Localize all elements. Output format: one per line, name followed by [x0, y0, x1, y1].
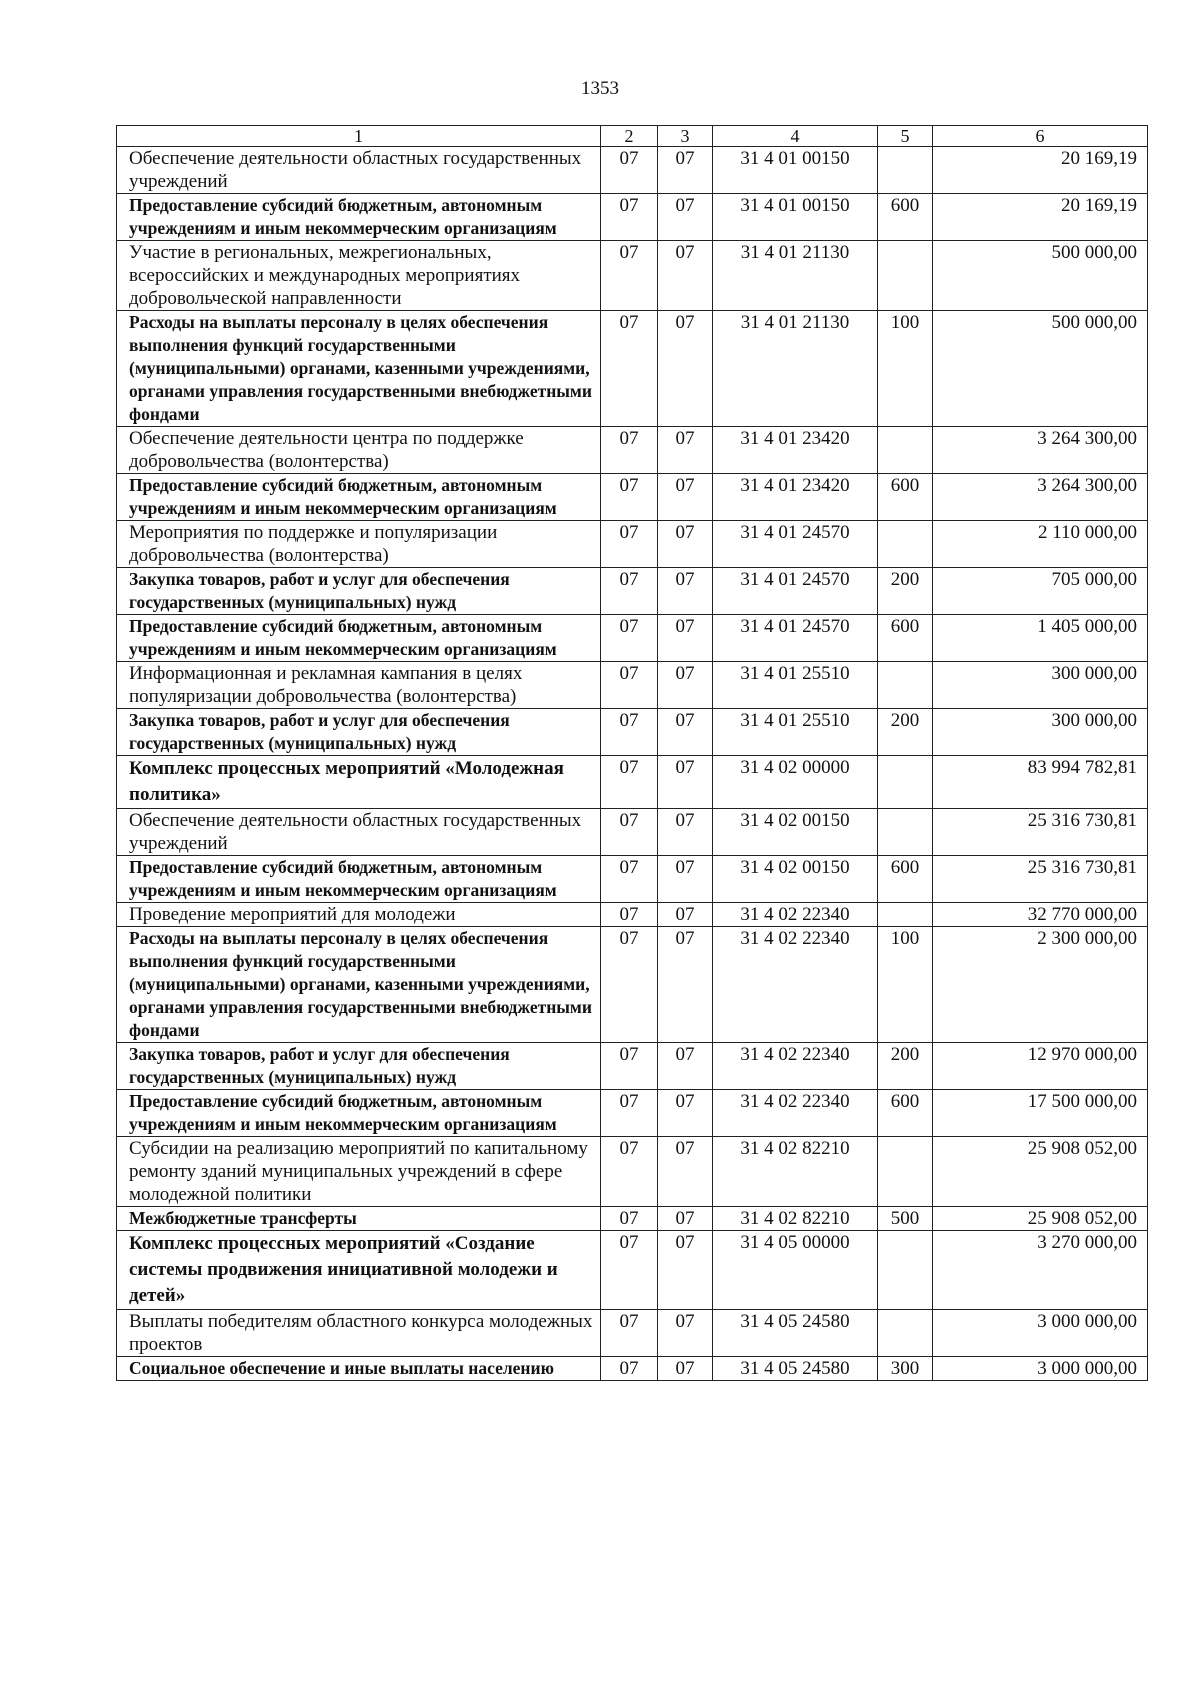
- section-cell: 07: [601, 1357, 658, 1381]
- table-row: [117, 1357, 1148, 1381]
- header-cell: 5: [878, 126, 933, 147]
- table-row: [117, 1310, 1148, 1357]
- amount-cell: 3 000 000,00: [933, 1310, 1148, 1357]
- row-name-cell: Межбюджетные трансферты: [117, 1207, 601, 1231]
- table-row: [117, 662, 1148, 709]
- table-row: [117, 427, 1148, 474]
- row-name-cell: Обеспечение деятельности центра по поддержке добровольчества (волонтерства): [117, 427, 601, 474]
- amount-cell: 3 270 000,00: [933, 1231, 1148, 1310]
- table-row: [117, 1231, 1148, 1310]
- table-row: [117, 194, 1148, 241]
- table-row: [117, 856, 1148, 903]
- expense-type-cell: [878, 521, 933, 568]
- section-cell: 07: [601, 856, 658, 903]
- target-code-cell: 31 4 02 22340: [713, 927, 878, 1043]
- target-code-cell: 31 4 01 25510: [713, 709, 878, 756]
- table-row: [117, 1207, 1148, 1231]
- row-name-cell: Комплекс процессных мероприятий «Создание системы продвижения инициативной молодежи и детей»: [117, 1231, 601, 1310]
- header-cell: 2: [601, 126, 658, 147]
- section-cell: 07: [601, 1231, 658, 1310]
- amount-cell: 1 405 000,00: [933, 615, 1148, 662]
- expense-type-cell: [878, 1137, 933, 1207]
- table-row: [117, 1043, 1148, 1090]
- expense-type-cell: [878, 809, 933, 856]
- row-name-cell: Предоставление субсидий бюджетным, автономным учреждениям и иным некоммерческим организациям: [117, 856, 601, 903]
- header-cell: 6: [933, 126, 1148, 147]
- expense-type-cell: [878, 427, 933, 474]
- table-row: [117, 474, 1148, 521]
- row-name-cell: Закупка товаров, работ и услуг для обеспечения государственных (муниципальных) нужд: [117, 709, 601, 756]
- section-cell: 07: [601, 756, 658, 809]
- table-row: [117, 927, 1148, 1043]
- section-cell: 07: [601, 568, 658, 615]
- subsection-cell: 07: [658, 1231, 713, 1310]
- header-cell: 4: [713, 126, 878, 147]
- subsection-cell: 07: [658, 903, 713, 927]
- amount-cell: 705 000,00: [933, 568, 1148, 615]
- row-name-cell: Обеспечение деятельности областных государственных учреждений: [117, 147, 601, 194]
- expense-type-cell: [878, 903, 933, 927]
- section-cell: 07: [601, 1043, 658, 1090]
- subsection-cell: 07: [658, 521, 713, 568]
- expense-type-cell: 200: [878, 709, 933, 756]
- expense-type-cell: [878, 1231, 933, 1310]
- subsection-cell: 07: [658, 1310, 713, 1357]
- section-cell: 07: [601, 311, 658, 427]
- table-row: [117, 756, 1148, 809]
- amount-cell: 3 264 300,00: [933, 427, 1148, 474]
- amount-cell: 3 264 300,00: [933, 474, 1148, 521]
- section-cell: 07: [601, 474, 658, 521]
- subsection-cell: 07: [658, 927, 713, 1043]
- subsection-cell: 07: [658, 427, 713, 474]
- section-cell: 07: [601, 521, 658, 568]
- row-name-cell: Социальное обеспечение и иные выплаты населению: [117, 1357, 601, 1381]
- expense-type-cell: 500: [878, 1207, 933, 1231]
- section-cell: 07: [601, 615, 658, 662]
- amount-cell: 25 316 730,81: [933, 856, 1148, 903]
- section-cell: 07: [601, 427, 658, 474]
- row-name-cell: Выплаты победителям областного конкурса молодежных проектов: [117, 1310, 601, 1357]
- subsection-cell: 07: [658, 147, 713, 194]
- subsection-cell: 07: [658, 615, 713, 662]
- amount-cell: 20 169,19: [933, 194, 1148, 241]
- amount-cell: 20 169,19: [933, 147, 1148, 194]
- target-code-cell: 31 4 02 00000: [713, 756, 878, 809]
- row-name-cell: Обеспечение деятельности областных государственных учреждений: [117, 809, 601, 856]
- amount-cell: 300 000,00: [933, 662, 1148, 709]
- target-code-cell: 31 4 02 22340: [713, 903, 878, 927]
- row-name-cell: Мероприятия по поддержке и популяризации добровольчества (волонтерства): [117, 521, 601, 568]
- expense-type-cell: [878, 147, 933, 194]
- amount-cell: 12 970 000,00: [933, 1043, 1148, 1090]
- target-code-cell: 31 4 01 21130: [713, 311, 878, 427]
- target-code-cell: 31 4 01 21130: [713, 241, 878, 311]
- row-name-cell: Закупка товаров, работ и услуг для обеспечения государственных (муниципальных) нужд: [117, 568, 601, 615]
- subsection-cell: 07: [658, 1090, 713, 1137]
- target-code-cell: 31 4 01 00150: [713, 147, 878, 194]
- target-code-cell: 31 4 01 00150: [713, 194, 878, 241]
- expense-type-cell: 600: [878, 474, 933, 521]
- amount-cell: 500 000,00: [933, 311, 1148, 427]
- subsection-cell: 07: [658, 311, 713, 427]
- subsection-cell: 07: [658, 662, 713, 709]
- row-name-cell: Информационная и рекламная кампания в целях популяризации добровольчества (волонтерства): [117, 662, 601, 709]
- subsection-cell: 07: [658, 241, 713, 311]
- budget-table: [116, 125, 1148, 1381]
- row-name-cell: Комплекс процессных мероприятий «Молодежная политика»: [117, 756, 601, 809]
- table-row: [117, 1090, 1148, 1137]
- section-cell: 07: [601, 809, 658, 856]
- target-code-cell: 31 4 05 00000: [713, 1231, 878, 1310]
- section-cell: 07: [601, 1137, 658, 1207]
- table-row: [117, 1137, 1148, 1207]
- expense-type-cell: 600: [878, 615, 933, 662]
- subsection-cell: 07: [658, 856, 713, 903]
- row-name-cell: Предоставление субсидий бюджетным, автономным учреждениям и иным некоммерческим организациям: [117, 194, 601, 241]
- subsection-cell: 07: [658, 809, 713, 856]
- target-code-cell: 31 4 02 22340: [713, 1090, 878, 1137]
- amount-cell: 2 300 000,00: [933, 927, 1148, 1043]
- subsection-cell: 07: [658, 756, 713, 809]
- table-row: [117, 709, 1148, 756]
- row-name-cell: Расходы на выплаты персоналу в целях обеспечения выполнения функций государственными (муниципальными) органами, казенными учреждениями, органами управления государственными внебюджетными фондами: [117, 927, 601, 1043]
- expense-type-cell: [878, 1310, 933, 1357]
- expense-type-cell: [878, 662, 933, 709]
- expense-type-cell: 600: [878, 194, 933, 241]
- subsection-cell: 07: [658, 1357, 713, 1381]
- expense-type-cell: 200: [878, 568, 933, 615]
- target-code-cell: 31 4 01 23420: [713, 474, 878, 521]
- target-code-cell: 31 4 02 00150: [713, 809, 878, 856]
- table-header-row: [117, 126, 1148, 147]
- table-row: [117, 147, 1148, 194]
- expense-type-cell: [878, 756, 933, 809]
- expense-type-cell: 100: [878, 927, 933, 1043]
- section-cell: 07: [601, 709, 658, 756]
- subsection-cell: 07: [658, 1043, 713, 1090]
- row-name-cell: Предоставление субсидий бюджетным, автономным учреждениям и иным некоммерческим организациям: [117, 1090, 601, 1137]
- amount-cell: 32 770 000,00: [933, 903, 1148, 927]
- target-code-cell: 31 4 05 24580: [713, 1310, 878, 1357]
- target-code-cell: 31 4 02 82210: [713, 1137, 878, 1207]
- section-cell: 07: [601, 903, 658, 927]
- subsection-cell: 07: [658, 474, 713, 521]
- section-cell: 07: [601, 1090, 658, 1137]
- expense-type-cell: 300: [878, 1357, 933, 1381]
- expense-type-cell: 100: [878, 311, 933, 427]
- target-code-cell: 31 4 01 24570: [713, 615, 878, 662]
- amount-cell: 25 316 730,81: [933, 809, 1148, 856]
- table-row: [117, 809, 1148, 856]
- amount-cell: 17 500 000,00: [933, 1090, 1148, 1137]
- amount-cell: 2 110 000,00: [933, 521, 1148, 568]
- section-cell: 07: [601, 662, 658, 709]
- table-row: [117, 615, 1148, 662]
- page-number: 1353: [581, 78, 619, 99]
- amount-cell: 500 000,00: [933, 241, 1148, 311]
- subsection-cell: 07: [658, 709, 713, 756]
- table-row: [117, 521, 1148, 568]
- table-row: [117, 241, 1148, 311]
- amount-cell: 25 908 052,00: [933, 1137, 1148, 1207]
- header-cell: 1: [117, 126, 601, 147]
- amount-cell: 3 000 000,00: [933, 1357, 1148, 1381]
- expense-type-cell: 600: [878, 856, 933, 903]
- header-cell: 3: [658, 126, 713, 147]
- target-code-cell: 31 4 01 24570: [713, 521, 878, 568]
- expense-type-cell: 200: [878, 1043, 933, 1090]
- target-code-cell: 31 4 01 25510: [713, 662, 878, 709]
- row-name-cell: Предоставление субсидий бюджетным, автономным учреждениям и иным некоммерческим организациям: [117, 615, 601, 662]
- subsection-cell: 07: [658, 1207, 713, 1231]
- expense-type-cell: [878, 241, 933, 311]
- target-code-cell: 31 4 02 22340: [713, 1043, 878, 1090]
- section-cell: 07: [601, 1310, 658, 1357]
- table-row: [117, 568, 1148, 615]
- target-code-cell: 31 4 02 82210: [713, 1207, 878, 1231]
- amount-cell: 83 994 782,81: [933, 756, 1148, 809]
- expense-type-cell: 600: [878, 1090, 933, 1137]
- target-code-cell: 31 4 02 00150: [713, 856, 878, 903]
- row-name-cell: Закупка товаров, работ и услуг для обеспечения государственных (муниципальных) нужд: [117, 1043, 601, 1090]
- section-cell: 07: [601, 1207, 658, 1231]
- row-name-cell: Участие в региональных, межрегиональных, всероссийских и международных мероприятиях добровольческой направленности: [117, 241, 601, 311]
- amount-cell: 300 000,00: [933, 709, 1148, 756]
- amount-cell: 25 908 052,00: [933, 1207, 1148, 1231]
- table-row: [117, 903, 1148, 927]
- subsection-cell: 07: [658, 1137, 713, 1207]
- row-name-cell: Проведение мероприятий для молодежи: [117, 903, 601, 927]
- row-name-cell: Предоставление субсидий бюджетным, автономным учреждениям и иным некоммерческим организациям: [117, 474, 601, 521]
- section-cell: 07: [601, 147, 658, 194]
- target-code-cell: 31 4 01 24570: [713, 568, 878, 615]
- section-cell: 07: [601, 194, 658, 241]
- section-cell: 07: [601, 241, 658, 311]
- table-row: [117, 311, 1148, 427]
- subsection-cell: 07: [658, 568, 713, 615]
- row-name-cell: Расходы на выплаты персоналу в целях обеспечения выполнения функций государственными (муниципальными) органами, казенными учреждениями, органами управления государственными внебюджетными фондами: [117, 311, 601, 427]
- section-cell: 07: [601, 927, 658, 1043]
- row-name-cell: Субсидии на реализацию мероприятий по капитальному ремонту зданий муниципальных учреждений в сфере молодежной политики: [117, 1137, 601, 1207]
- subsection-cell: 07: [658, 194, 713, 241]
- target-code-cell: 31 4 05 24580: [713, 1357, 878, 1381]
- target-code-cell: 31 4 01 23420: [713, 427, 878, 474]
